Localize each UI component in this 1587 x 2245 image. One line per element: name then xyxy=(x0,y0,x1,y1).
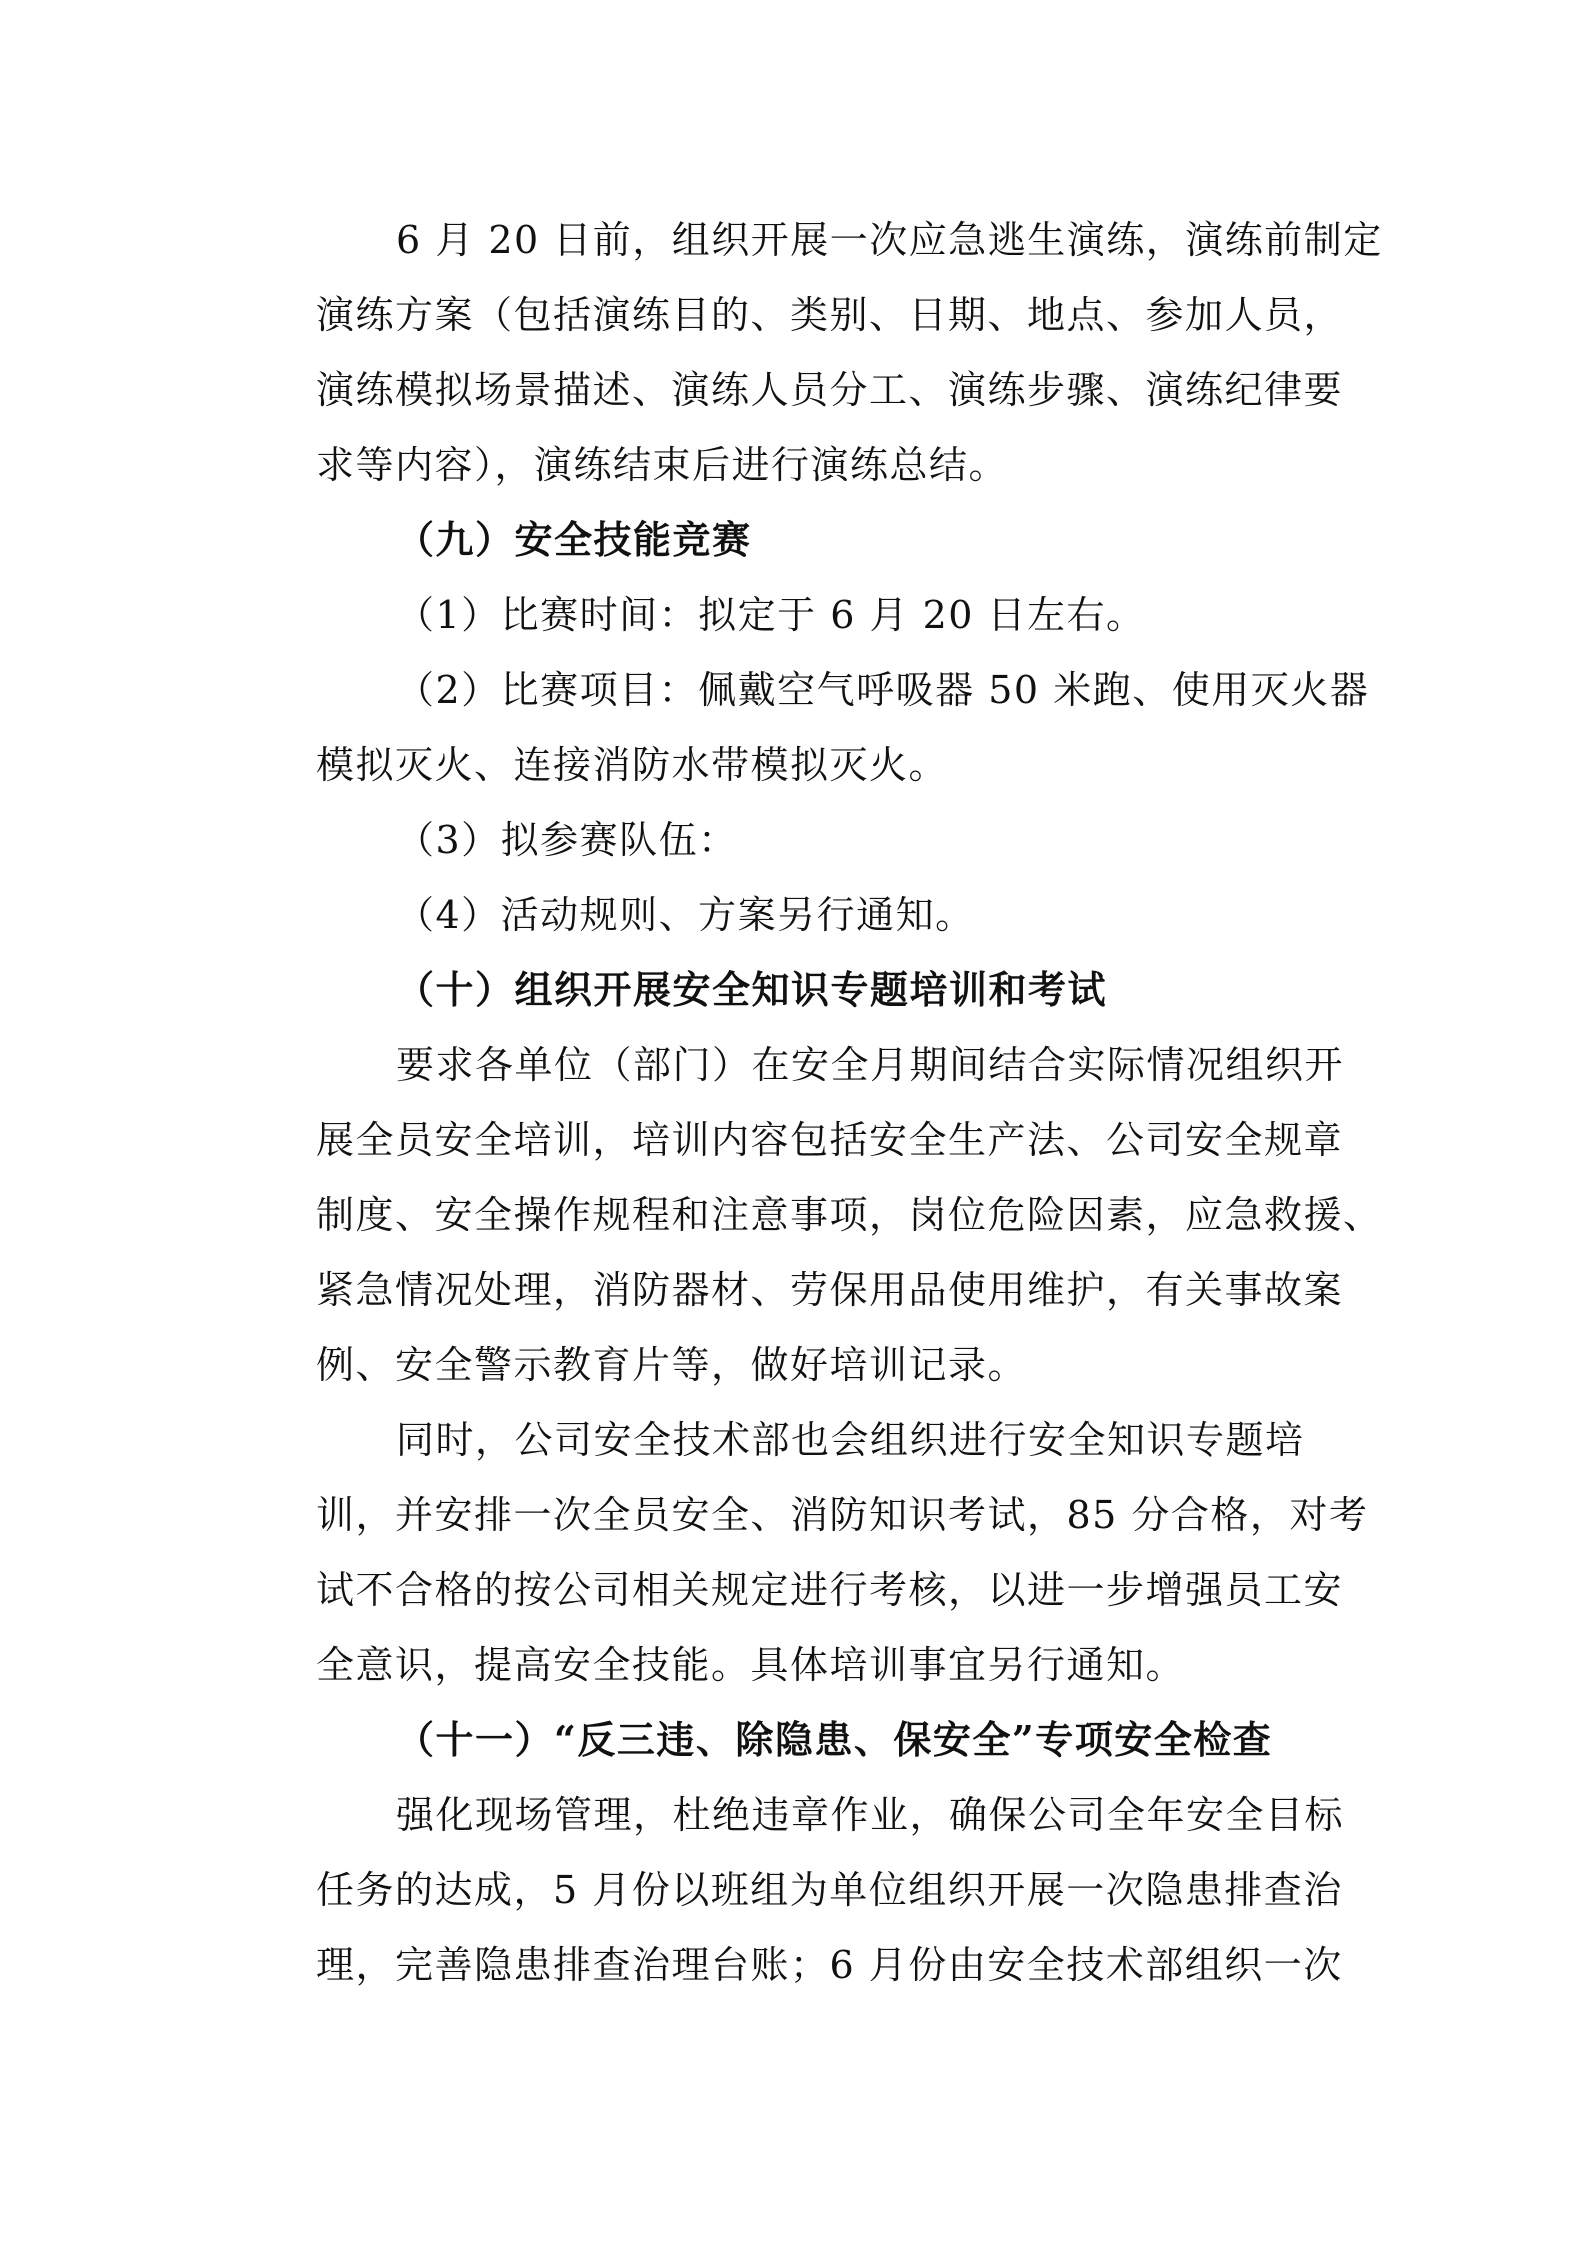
paragraph-line: 同时，公司安全技术部也会组织进行安全知识专题培 xyxy=(396,1418,1305,1462)
paragraph-line: 展全员安全培训，培训内容包括安全生产法、公司安全规章 xyxy=(316,1118,1344,1162)
section-heading: （九）安全技能竞赛 xyxy=(396,517,752,562)
paragraph-line: 理，完善隐患排查治理台账；6 月份由安全技术部组织一次 xyxy=(316,1943,1343,1987)
paragraph-line: 训，并安排一次全员安全、消防知识考试，85 分合格，对考 xyxy=(316,1493,1369,1537)
paragraph-line: 全意识，提高安全技能。具体培训事宜另行通知。 xyxy=(316,1643,1186,1687)
paragraph-line: 例、安全警示教育片等，做好培训记录。 xyxy=(316,1343,1028,1387)
section-heading: （十）组织开展安全知识专题培训和考试 xyxy=(396,967,1108,1012)
paragraph-line: 6 月 20 日前，组织开展一次应急逃生演练，演练前制定 xyxy=(396,218,1383,262)
paragraph-line: 要求各单位（部门）在安全月期间结合实际情况组织开 xyxy=(396,1043,1345,1087)
paragraph-line: 演练方案（包括演练目的、类别、日期、地点、参加人员， xyxy=(316,293,1344,337)
list-item: （1）比赛时间：拟定于 6 月 20 日左右。 xyxy=(396,593,1146,637)
list-item: （2）比赛项目：佩戴空气呼吸器 50 米跑、使用灭火器 xyxy=(396,668,1370,712)
paragraph-line: 演练模拟场景描述、演练人员分工、演练步骤、演练纪律要 xyxy=(316,368,1344,412)
paragraph-line: 求等内容），演练结束后进行演练总结。 xyxy=(316,443,1009,487)
list-item: （4）活动规则、方案另行通知。 xyxy=(396,893,975,937)
list-item: （3）拟参赛队伍： xyxy=(396,818,738,862)
paragraph-line: 试不合格的按公司相关规定进行考核，以进一步增强员工安 xyxy=(316,1568,1344,1612)
paragraph-line: 任务的达成，5 月份以班组为单位组织开展一次隐患排查治 xyxy=(316,1868,1343,1912)
paragraph-line: 强化现场管理，杜绝违章作业，确保公司全年安全目标 xyxy=(396,1793,1345,1837)
section-heading: （十一）“反三违、除隐患、保安全”专项安全检查 xyxy=(396,1717,1273,1762)
paragraph-line: 模拟灭火、连接消防水带模拟灭火。 xyxy=(316,743,949,787)
paragraph-line: 制度、安全操作规程和注意事项，岗位危险因素，应急救援、 xyxy=(316,1193,1383,1237)
paragraph-line: 紧急情况处理，消防器材、劳保用品使用维护，有关事故案 xyxy=(316,1268,1344,1312)
